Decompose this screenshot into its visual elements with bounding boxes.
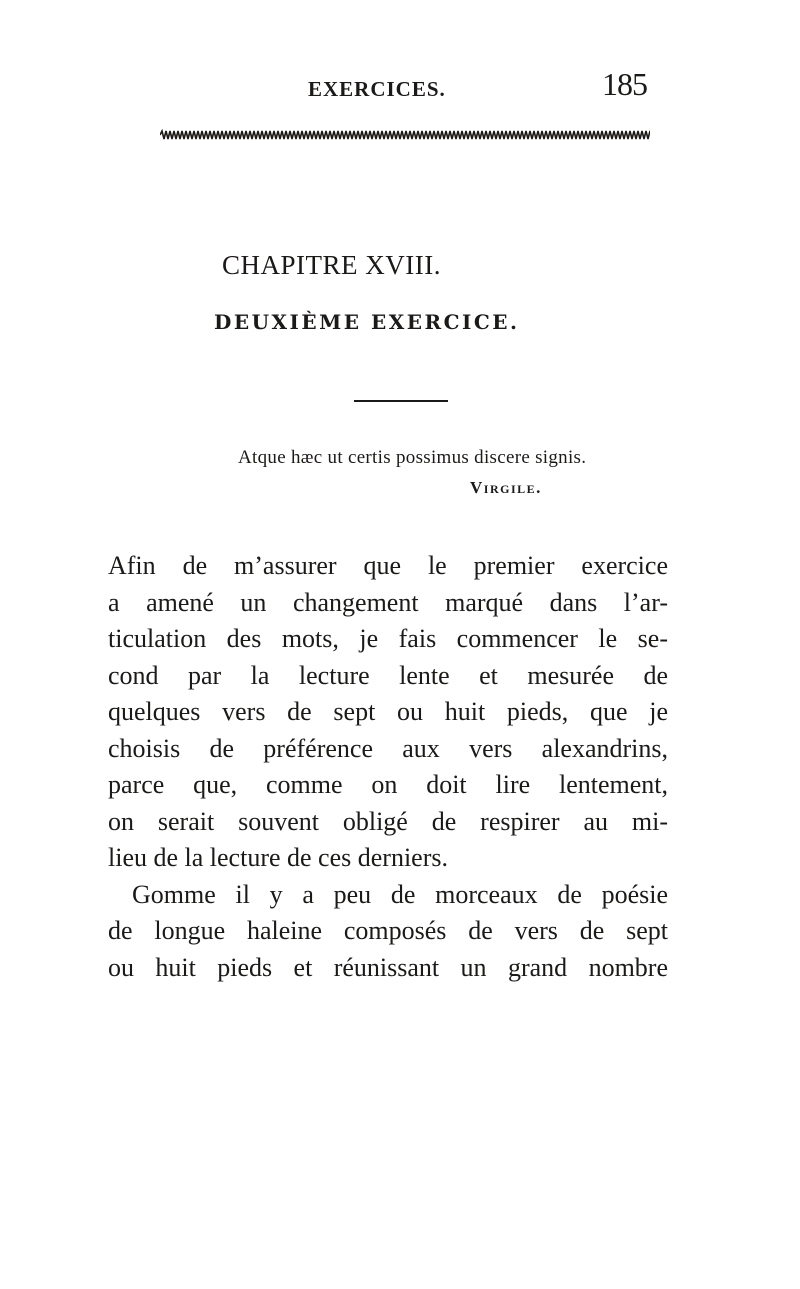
body-line: cond par la lecture lente et mesurée de bbox=[108, 660, 668, 690]
body-line: ticulation des mots, je fais commencer le se- bbox=[108, 624, 668, 653]
body-line: choisis de préférence aux vers alexandrins, bbox=[108, 733, 668, 763]
body-line: Gomme il y a peu de morceaux de poésie bbox=[132, 879, 668, 909]
running-title: EXERCICES. bbox=[308, 77, 446, 101]
section-title: DEUXIÈME EXERCICE. bbox=[214, 310, 520, 334]
epigraph-quote: Atque hæc ut certis possimus discere signis. bbox=[238, 447, 587, 468]
page-number: 185 bbox=[602, 66, 647, 102]
body-line: a amené un changement marqué dans l’ar- bbox=[108, 587, 668, 617]
body-line: ou huit pieds et réunissant un grand nombre bbox=[108, 952, 668, 982]
divider-rule bbox=[354, 400, 448, 402]
ornamental-rule bbox=[160, 129, 650, 141]
body-line: parce que, comme on doit lire lentement, bbox=[108, 770, 668, 799]
body-line: de longue haleine composés de vers de sept bbox=[108, 916, 668, 945]
chapter-title: CHAPITRE XVIII. bbox=[222, 250, 441, 280]
body-line: quelques vers de sept ou huit pieds, que je bbox=[108, 697, 668, 726]
body-line: Afin de m’assurer que le premier exercice bbox=[108, 551, 668, 580]
body-text bbox=[108, 548, 668, 986]
body-line: lieu de la lecture de ces derniers. bbox=[108, 843, 448, 872]
body-line: on serait souvent obligé de respirer au mi- bbox=[108, 806, 668, 836]
epigraph-author: Virgile. bbox=[470, 478, 542, 497]
